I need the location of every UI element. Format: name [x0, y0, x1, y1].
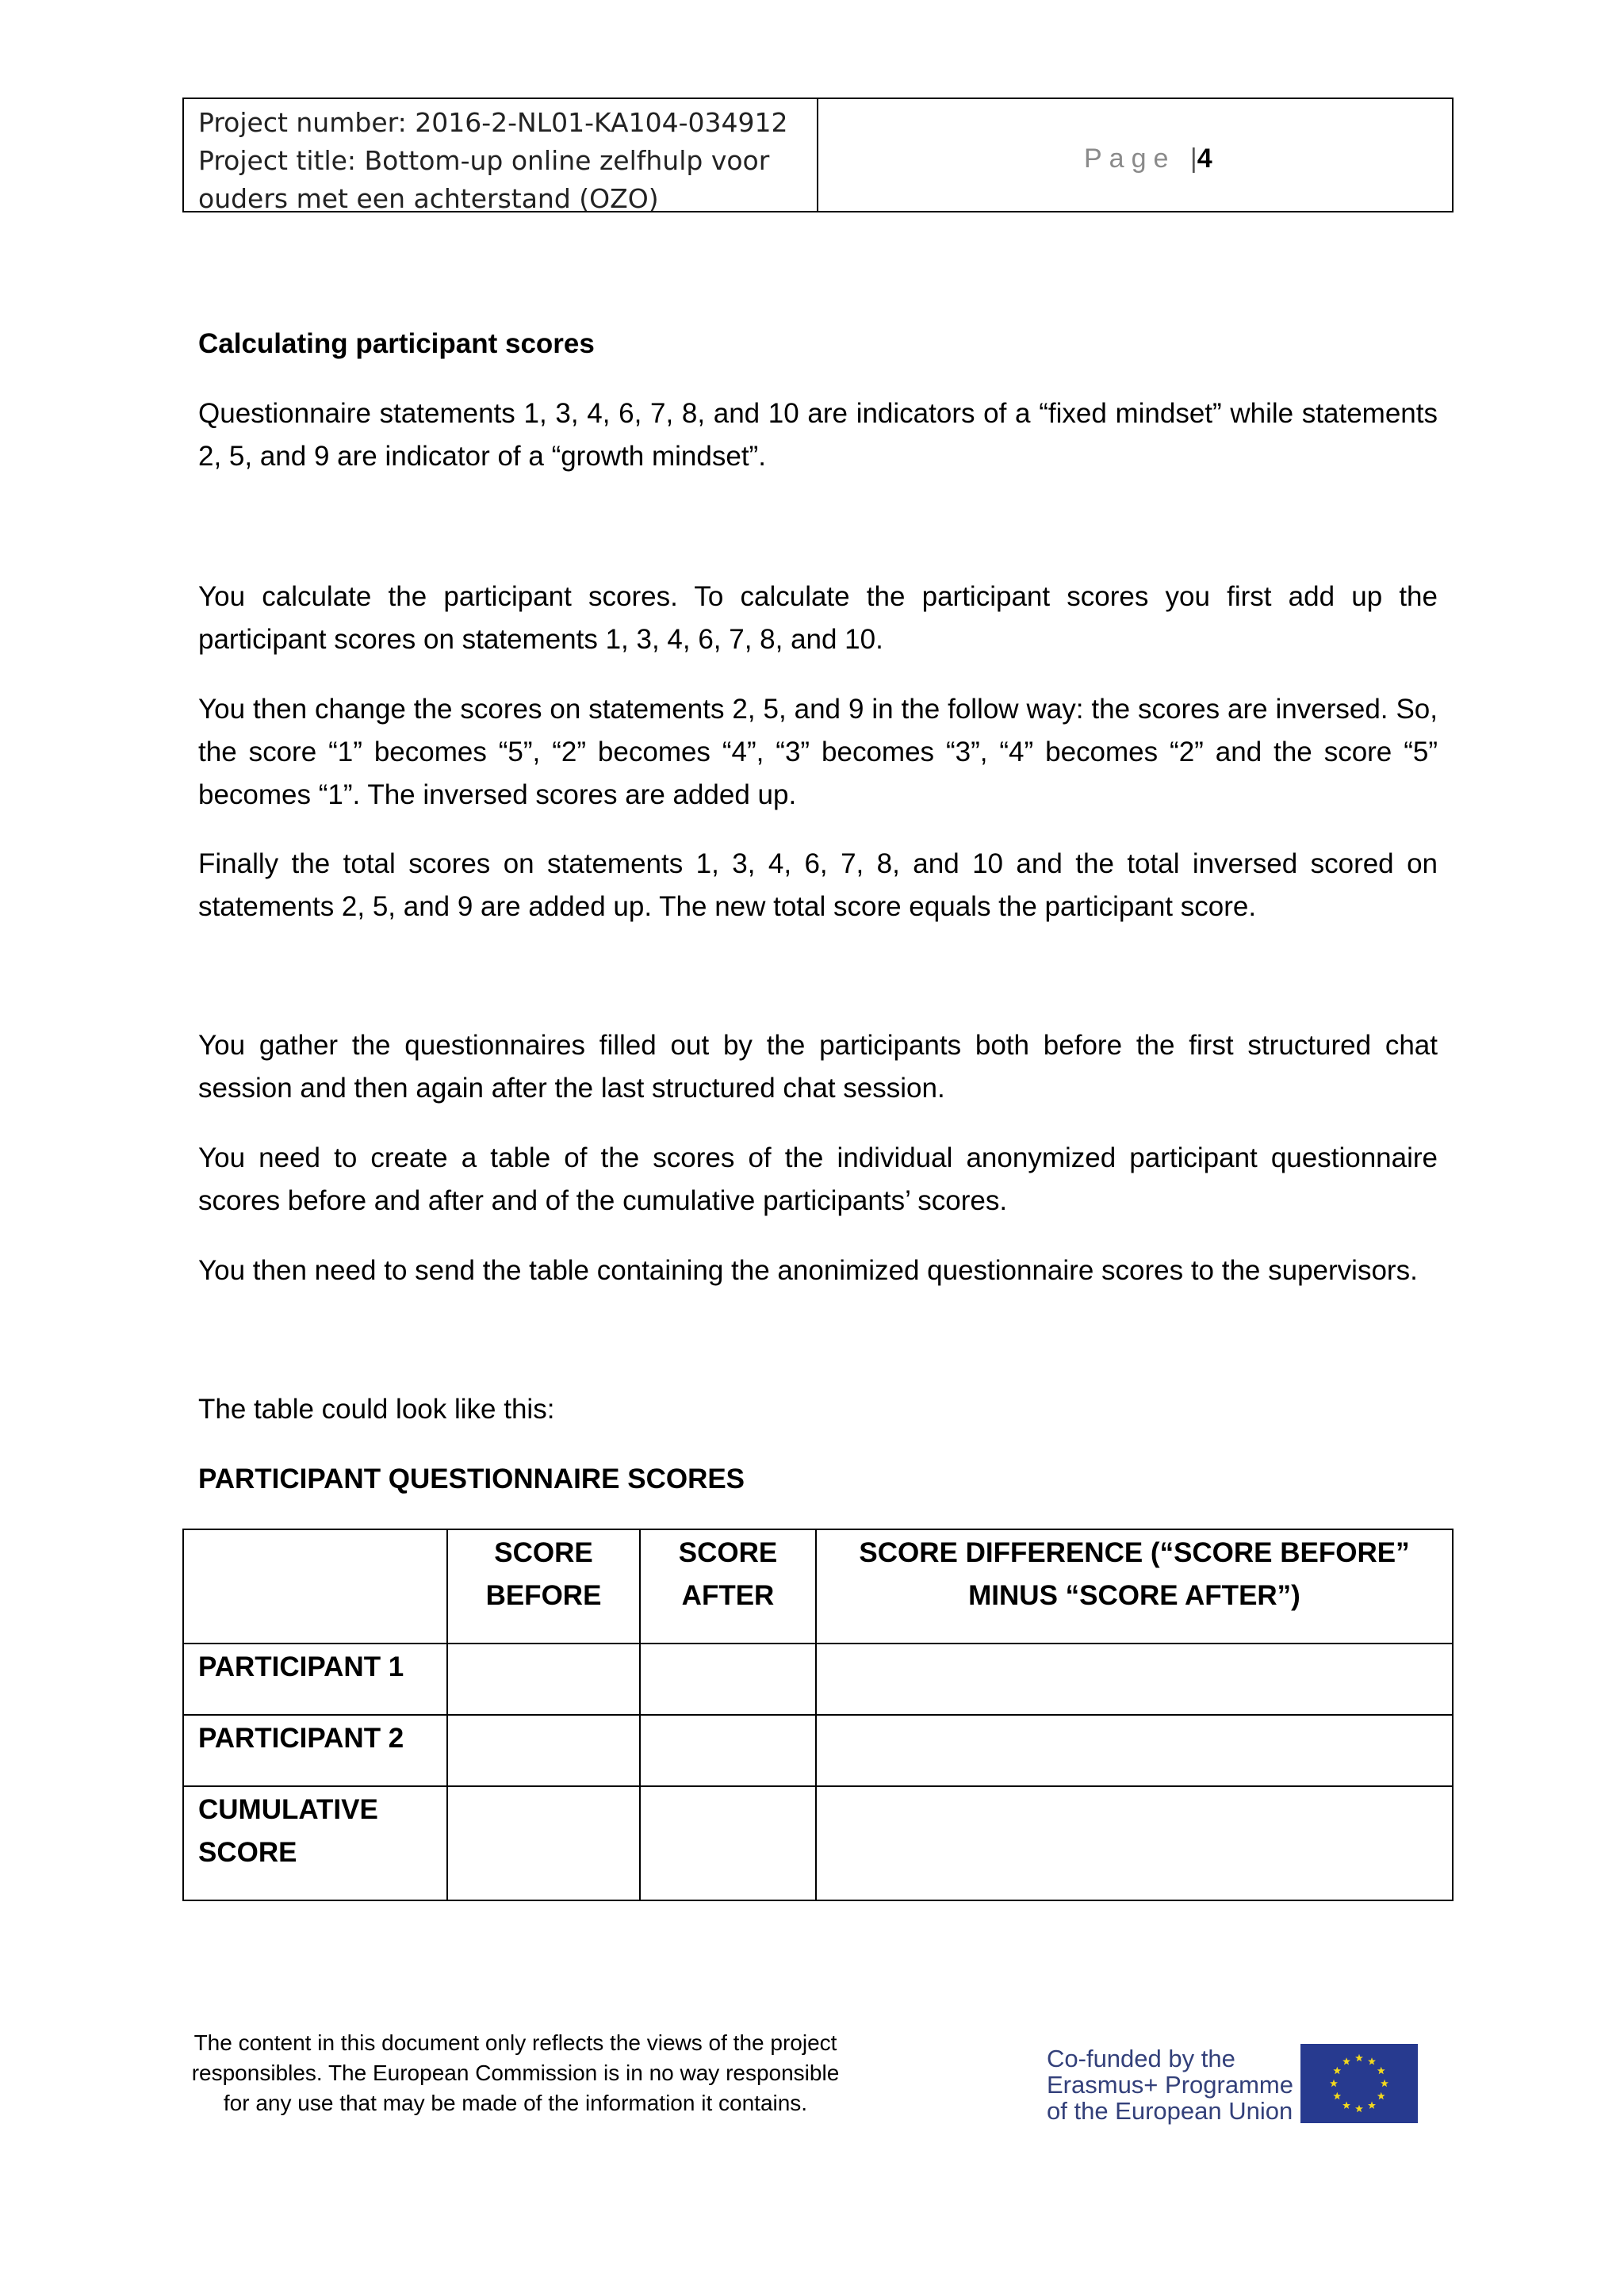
paragraph-inverse: You then change the scores on statements 2, 5, and 9 in the follow way: the scores are inversed. So, the score “1” becomes “5”, “2” becomes “4”, “3” becomes “3”, “4” becomes “2” and the score “5” becomes “1”. The inversed scores are added up.	[198, 694, 1438, 810]
table-row	[183, 1715, 1453, 1786]
eu-line-3: of the European Union	[1047, 2097, 1293, 2125]
table-row	[183, 1786, 1453, 1900]
paragraph-create-table: You need to create a table of the scores of the individual anonymized participant questionnaire scores before and after and of the cumulative participants’ scores.	[198, 1142, 1438, 1216]
paragraph-total: Finally the total scores on statements 1, 3, 4, 6, 7, 8, and 10 and the total inversed scored on statements 2, 5, and 9 are added up. The new total score equals the participant score.	[198, 848, 1438, 922]
cell-participant-2-difference	[816, 1715, 1453, 1786]
page-label: Page	[1084, 144, 1176, 174]
row-label-cumulative-score: CUMULATIVE SCORE	[183, 1786, 447, 1900]
row-label-participant-1: PARTICIPANT 1	[183, 1644, 447, 1715]
cell-cumulative-after	[640, 1786, 816, 1900]
cell-participant-1-after	[640, 1644, 816, 1715]
cell-participant-1-before	[447, 1644, 640, 1715]
eu-cofunded-text	[1047, 2045, 1293, 2124]
page-number: 4	[1197, 144, 1212, 174]
project-title-line2: ouders met een achterstand (OZO)	[198, 183, 659, 214]
paragraph-table-intro: The table could look like this:	[198, 1394, 555, 1425]
project-number: Project number: 2016-2-NL01-KA104-034912	[198, 107, 788, 138]
cell-participant-2-after	[640, 1715, 816, 1786]
table-row	[183, 1644, 1453, 1715]
page-indicator	[818, 99, 1452, 211]
row-label-participant-2: PARTICIPANT 2	[183, 1715, 447, 1786]
table-header-score-after: SCORE AFTER	[640, 1529, 816, 1644]
eu-line-2: Erasmus+ Programme	[1047, 2071, 1293, 2099]
project-title-line1: Project title: Bottom-up online zelfhulp voor	[198, 145, 770, 176]
page-separator: |	[1189, 144, 1197, 174]
cell-cumulative-before	[447, 1786, 640, 1900]
eu-flag-icon	[1300, 2044, 1418, 2123]
scores-table	[182, 1529, 1454, 1901]
cell-participant-1-difference	[816, 1644, 1453, 1715]
paragraph-gather: You gather the questionnaires filled out by the participants both before the first structured chat session and then again after the last structured chat session.	[198, 1030, 1438, 1104]
page-header	[182, 98, 1454, 212]
section-heading: Calculating participant scores	[198, 328, 595, 359]
paragraph-calculate: You calculate the participant scores. To calculate the participant scores you first add up the participant scores on statements 1, 3, 4, 6, 7, 8, and 10.	[198, 581, 1438, 655]
table-header-score-difference: SCORE DIFFERENCE (“SCORE BEFORE” MINUS “SCORE AFTER”)	[816, 1529, 1453, 1644]
footer-disclaimer: The content in this document only reflects the views of the project responsibles. The European Commission is in no way responsible for any use that may be made of the information it contains.	[191, 2030, 840, 2115]
eu-line-1: Co-funded by the	[1047, 2045, 1235, 2072]
cell-cumulative-difference	[816, 1786, 1453, 1900]
cell-participant-2-before	[447, 1715, 640, 1786]
table-header-row	[183, 1529, 1453, 1644]
paragraph-send: You then need to send the table containing the anonimized questionnaire scores to the supervisors.	[198, 1255, 1418, 1286]
table-header-score-before: SCORE BEFORE	[447, 1529, 640, 1644]
table-header-empty	[183, 1529, 447, 1644]
project-info	[184, 99, 818, 214]
table-title: PARTICIPANT QUESTIONNAIRE SCORES	[198, 1464, 745, 1494]
paragraph-mindset: Questionnaire statements 1, 3, 4, 6, 7, 8, and 10 are indicators of a “fixed mindset” while statements 2, 5, and 9 are indicator of a “growth mindset”.	[198, 398, 1438, 472]
page-label-wrap	[1084, 144, 1212, 174]
